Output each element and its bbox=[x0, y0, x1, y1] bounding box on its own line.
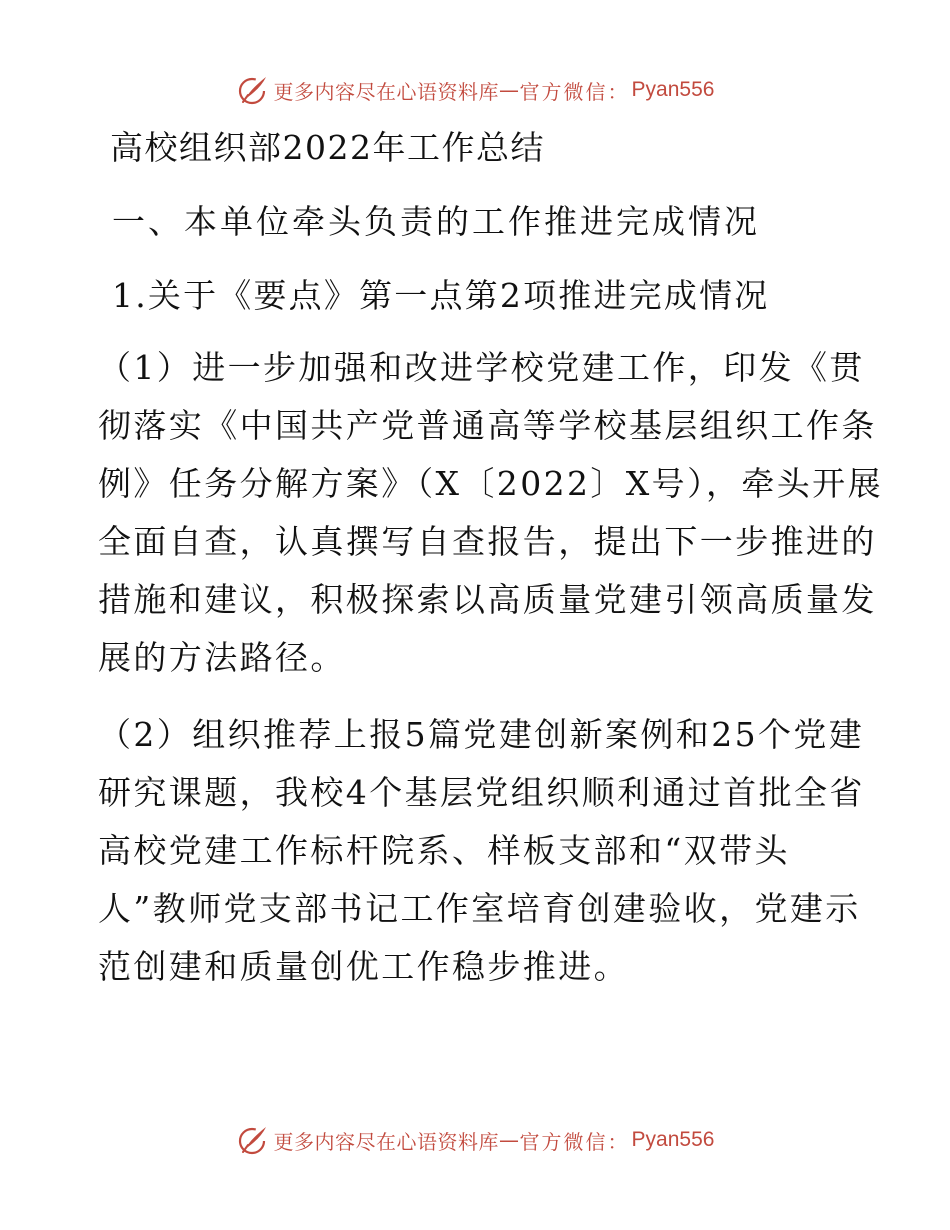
header-watermark bbox=[0, 70, 950, 110]
paragraph-line: 措施和建议，积极探索以高质量党建引领高质量发 bbox=[98, 580, 877, 619]
paragraph-line: 例》任务分解方案》（X〔2022〕X号），牵头开展 bbox=[98, 464, 883, 503]
quill-logo-icon bbox=[236, 1123, 270, 1157]
paragraph-line: （1）进一步加强和改进学校党建工作，印发《贯 bbox=[98, 348, 865, 387]
paragraph-line: 展的方法路径。 bbox=[98, 638, 346, 677]
watermark-wechat-id: Pyan556 bbox=[631, 1128, 715, 1151]
watermark-wechat-label: 官方微信： bbox=[519, 1129, 630, 1154]
quill-logo-icon bbox=[236, 73, 270, 107]
paragraph-line: 彻落实《中国共产党普通高等学校基层组织工作条 bbox=[98, 406, 877, 445]
watermark-dash: — bbox=[499, 78, 520, 102]
paragraph-line: （2）组织推荐上报5篇党建创新案例和25个党建 bbox=[98, 715, 865, 754]
footer-watermark bbox=[0, 1120, 950, 1160]
paragraph-line: 范创建和质量创优工作稳步推进。 bbox=[98, 947, 629, 986]
paragraph-line: 全面自查，认真撰写自查报告，提出下一步推进的 bbox=[98, 522, 877, 561]
section-heading: 一、本单位牵头负责的工作推进完成情况 bbox=[112, 202, 760, 241]
watermark-text: 更多内容尽在心语资料库 bbox=[273, 79, 500, 104]
watermark-wechat-id: Pyan556 bbox=[631, 78, 715, 101]
paragraph-line: 人”教师党支部书记工作室培育创建验收，党建示 bbox=[98, 889, 861, 928]
watermark-wechat-label: 官方微信： bbox=[519, 79, 630, 104]
paragraph-1 bbox=[98, 339, 883, 687]
watermark-dash: — bbox=[499, 1128, 520, 1152]
watermark-text: 更多内容尽在心语资料库 bbox=[273, 1129, 500, 1154]
document-title: 高校组织部2022年工作总结 bbox=[110, 128, 545, 167]
paragraph-line: 高校党建工作标杆院系、样板支部和“双带头 bbox=[98, 831, 790, 870]
paragraph-2 bbox=[98, 706, 868, 996]
subsection-heading: 1.关于《要点》第一点第2项推进完成情况 bbox=[112, 276, 770, 315]
paragraph-line: 研究课题，我校4个基层党组织顺利通过首批全省 bbox=[98, 773, 865, 812]
